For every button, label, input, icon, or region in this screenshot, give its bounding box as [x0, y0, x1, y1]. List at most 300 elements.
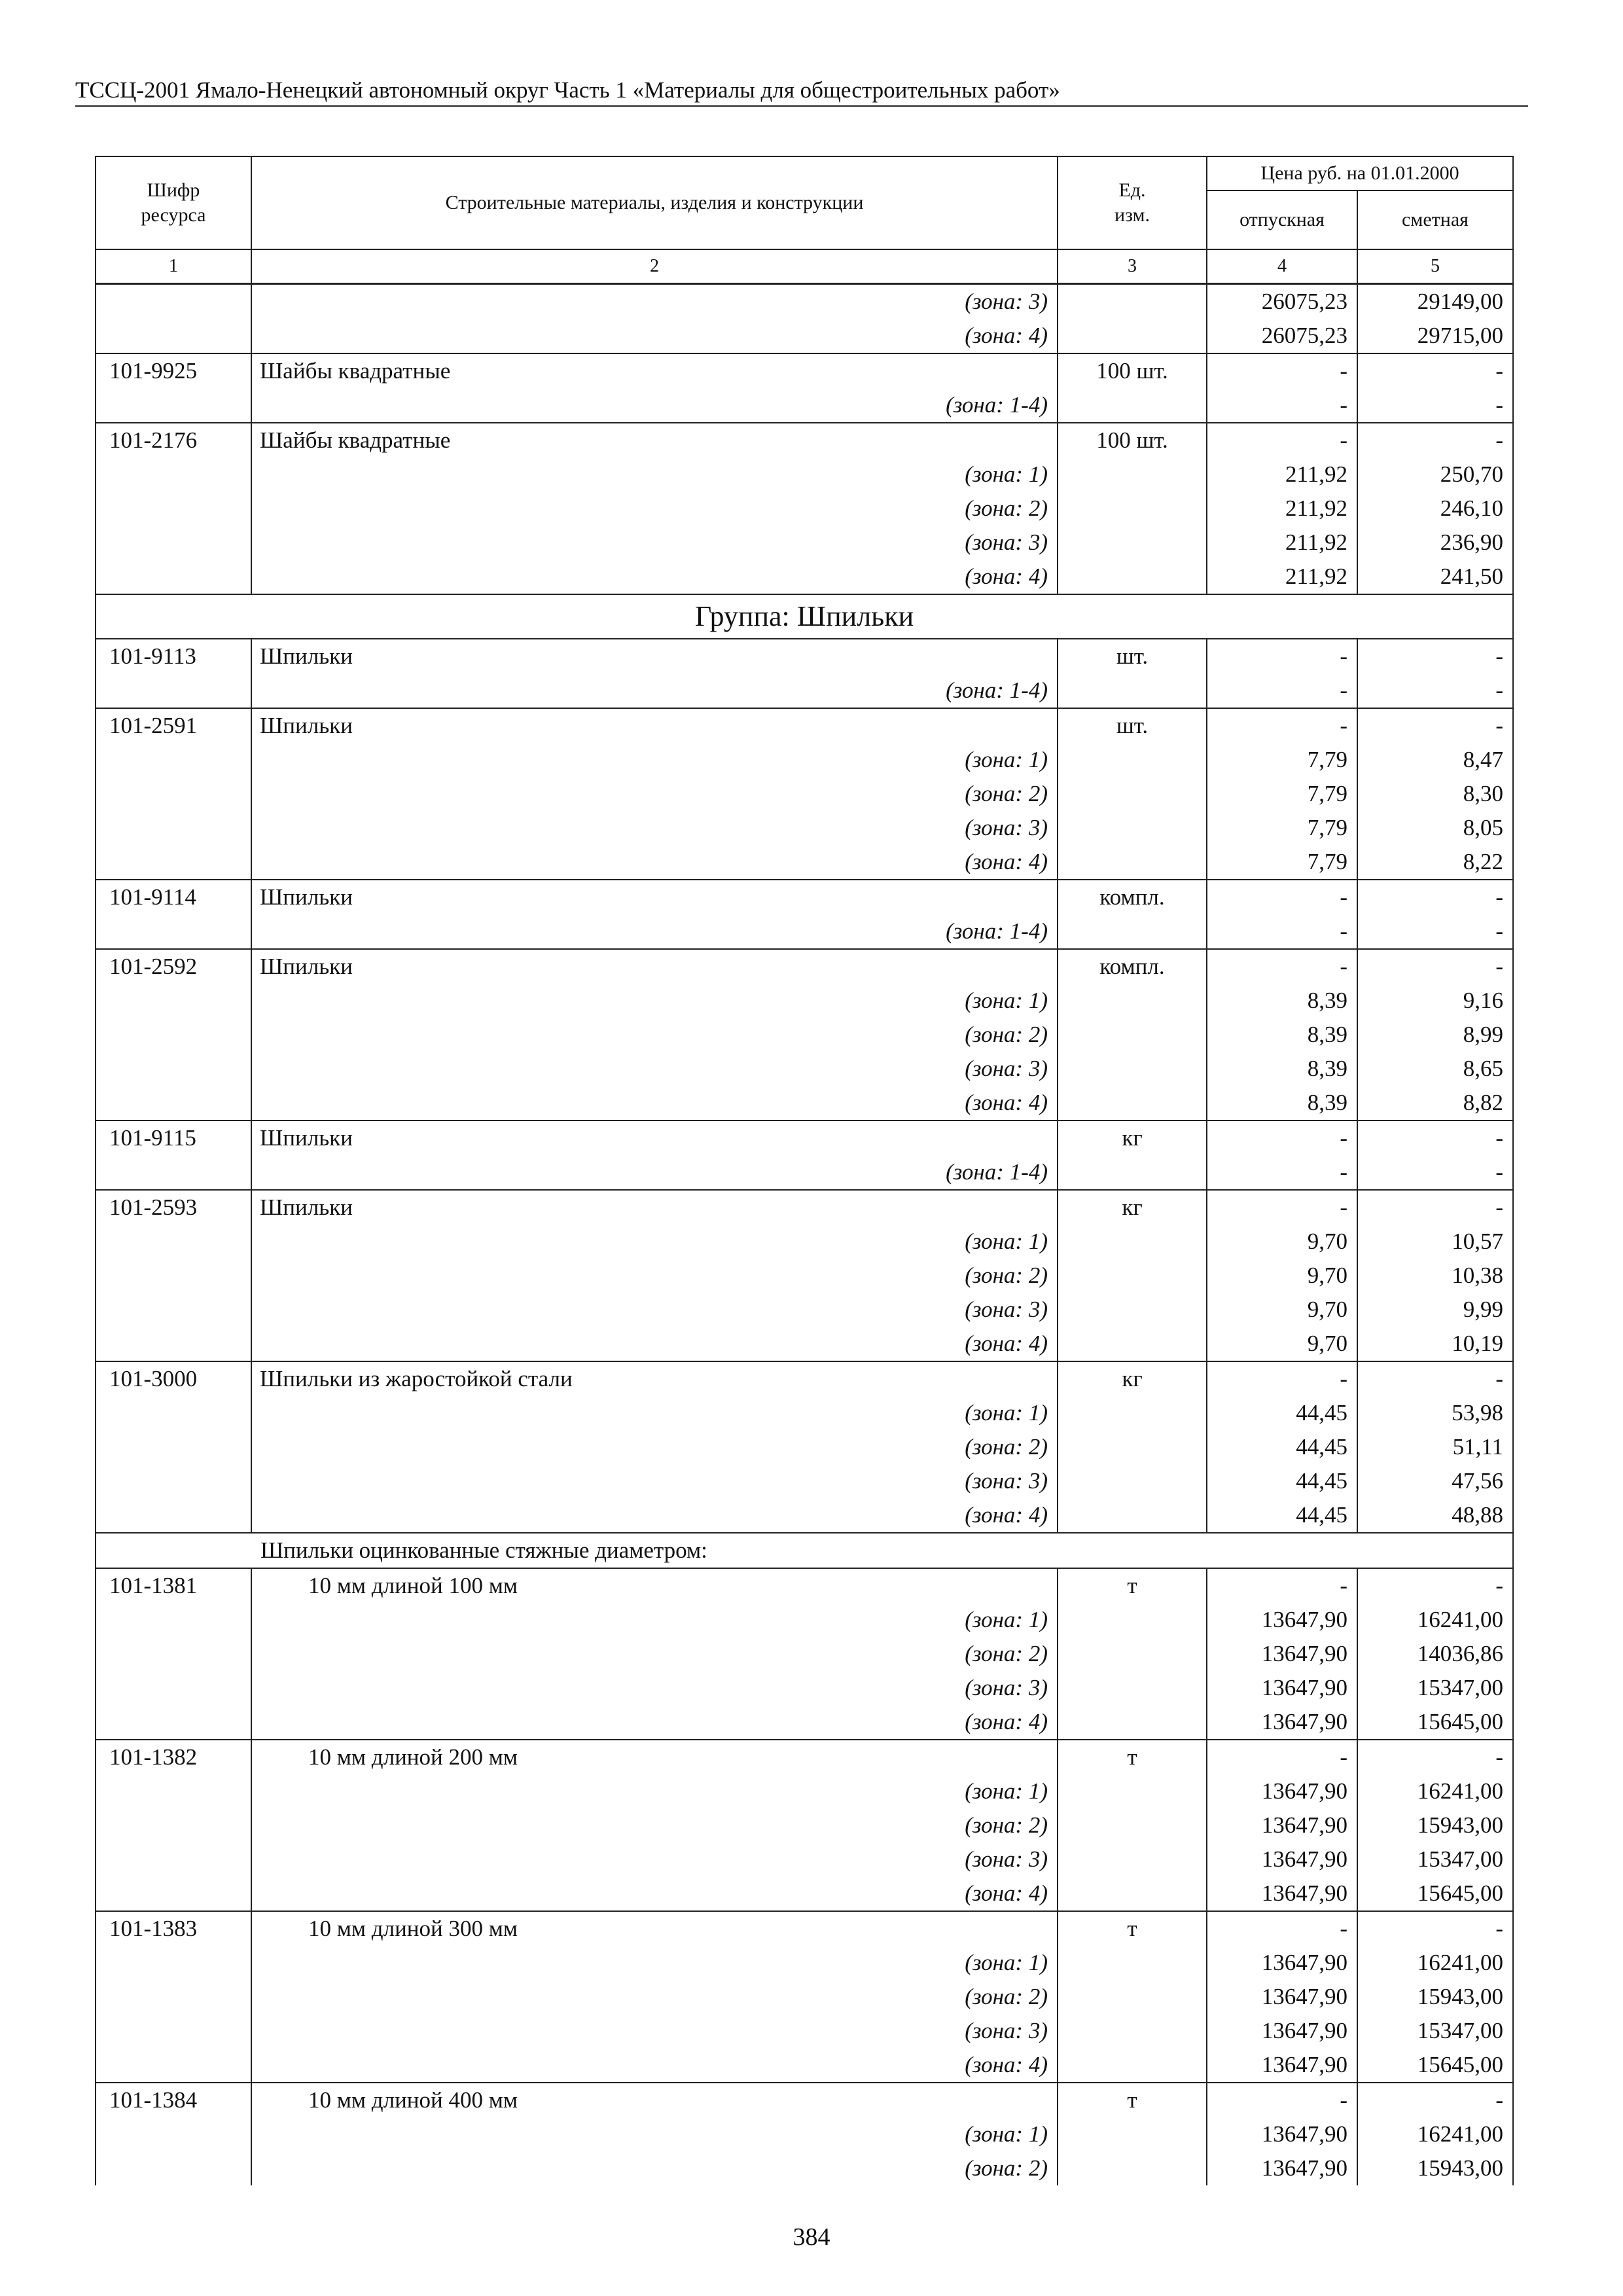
release-price: -	[1207, 1911, 1357, 1946]
release-price: 13647,90	[1207, 1876, 1357, 1911]
estimate-price: 51,11	[1357, 1430, 1513, 1464]
release-price: 44,45	[1207, 1430, 1357, 1464]
release-price: 7,79	[1207, 845, 1357, 880]
material-name: 10 мм длиной 200 мм	[251, 1740, 1058, 1774]
estimate-price: -	[1357, 880, 1513, 914]
header-rule	[75, 105, 1528, 107]
release-price: 13647,90	[1207, 1603, 1357, 1637]
resource-code-empty	[96, 2151, 251, 2185]
unit-empty	[1058, 1876, 1207, 1911]
item-row	[96, 423, 1513, 457]
unit-empty	[1058, 1671, 1207, 1705]
material-name: Шайбы квадратные	[251, 353, 1058, 388]
unit-empty	[1058, 811, 1207, 845]
unit-empty	[1058, 1259, 1207, 1293]
estimate-price: 14036,86	[1357, 1637, 1513, 1671]
estimate-price: -	[1357, 708, 1513, 743]
release-price: 8,39	[1207, 1052, 1357, 1086]
zone-row	[96, 1155, 1513, 1190]
release-price: 13647,90	[1207, 1705, 1357, 1740]
release-price: -	[1207, 639, 1357, 673]
column-header-name: Строительные материалы, изделия и конструкции	[251, 156, 1058, 249]
estimate-price: -	[1357, 1361, 1513, 1396]
resource-code-empty	[96, 743, 251, 777]
item-row	[96, 949, 1513, 984]
release-price: 13647,90	[1207, 1946, 1357, 1980]
column-number-4: 4	[1207, 249, 1357, 284]
resource-code-empty	[96, 319, 251, 353]
estimate-price: -	[1357, 914, 1513, 949]
estimate-price: 16241,00	[1357, 1774, 1513, 1808]
resource-code-empty	[96, 1808, 251, 1842]
zone-label: (зона: 3)	[251, 284, 1058, 319]
zone-label: (зона: 3)	[251, 811, 1058, 845]
resource-code-empty	[96, 1052, 251, 1086]
release-price: 13647,90	[1207, 1671, 1357, 1705]
release-price: -	[1207, 388, 1357, 423]
zone-row	[96, 1293, 1513, 1327]
resource-code-empty	[96, 1980, 251, 2014]
unit-empty	[1058, 2014, 1207, 2048]
release-price: 7,79	[1207, 777, 1357, 811]
table-header	[96, 156, 1513, 284]
zone-row	[96, 2151, 1513, 2185]
zone-label: (зона: 4)	[251, 560, 1058, 594]
release-price: 13647,90	[1207, 2151, 1357, 2185]
unit-empty	[1058, 2151, 1207, 2185]
unit-empty	[1058, 743, 1207, 777]
zone-label: (зона: 1-4)	[251, 1155, 1058, 1190]
item-row	[96, 353, 1513, 388]
zone-label: (зона: 4)	[251, 2048, 1058, 2083]
zone-label: (зона: 3)	[251, 1671, 1058, 1705]
estimate-price: -	[1357, 673, 1513, 708]
zone-label: (зона: 2)	[251, 1980, 1058, 2014]
unit-of-measure: шт.	[1058, 708, 1207, 743]
resource-code: 101-1384	[96, 2083, 251, 2117]
material-name: Шпильки из жаростойкой стали	[251, 1361, 1058, 1396]
zone-label: (зона: 3)	[251, 2014, 1058, 2048]
item-row	[96, 1740, 1513, 1774]
estimate-price: -	[1357, 639, 1513, 673]
resource-code-empty	[96, 2117, 251, 2151]
estimate-price: 8,82	[1357, 1086, 1513, 1121]
material-name: 10 мм длиной 100 мм	[251, 1568, 1058, 1603]
estimate-price: -	[1357, 423, 1513, 457]
estimate-price: 8,05	[1357, 811, 1513, 845]
resource-code-empty	[96, 1293, 251, 1327]
release-price: 13647,90	[1207, 2048, 1357, 2083]
zone-label: (зона: 3)	[251, 526, 1058, 560]
table-body	[96, 284, 1513, 2186]
resource-code-empty	[96, 492, 251, 526]
estimate-price: -	[1357, 2083, 1513, 2117]
zone-row	[96, 492, 1513, 526]
resource-code-empty	[96, 1327, 251, 1361]
unit-empty	[1058, 984, 1207, 1018]
unit-empty	[1058, 2117, 1207, 2151]
zone-row	[96, 1225, 1513, 1259]
release-price: 13647,90	[1207, 2117, 1357, 2151]
zone-row	[96, 1086, 1513, 1121]
estimate-price: 15943,00	[1357, 2151, 1513, 2185]
column-header-code: Шифр ресурса	[96, 156, 251, 249]
resource-code-empty	[96, 1842, 251, 1876]
unit-of-measure: т	[1058, 1568, 1207, 1603]
estimate-price: 10,38	[1357, 1259, 1513, 1293]
unit-empty	[1058, 1052, 1207, 1086]
zone-label: (зона: 2)	[251, 1018, 1058, 1052]
release-price: 44,45	[1207, 1396, 1357, 1430]
unit-of-measure: т	[1058, 1911, 1207, 1946]
release-price: 9,70	[1207, 1327, 1357, 1361]
release-price: -	[1207, 673, 1357, 708]
unit-empty	[1058, 1637, 1207, 1671]
resource-code-empty	[96, 388, 251, 423]
resource-code: 101-2591	[96, 708, 251, 743]
estimate-price: 48,88	[1357, 1498, 1513, 1533]
price-table	[95, 156, 1514, 2185]
zone-row	[96, 1464, 1513, 1498]
zone-row	[96, 1637, 1513, 1671]
release-price: 13647,90	[1207, 1774, 1357, 1808]
release-price: -	[1207, 949, 1357, 984]
zone-label: (зона: 3)	[251, 1842, 1058, 1876]
unit-empty	[1058, 914, 1207, 949]
zone-label: (зона: 4)	[251, 1327, 1058, 1361]
resource-code-empty	[96, 1259, 251, 1293]
unit-empty	[1058, 673, 1207, 708]
zone-label: (зона: 1-4)	[251, 388, 1058, 423]
unit-empty	[1058, 1293, 1207, 1327]
estimate-price: 16241,00	[1357, 2117, 1513, 2151]
column-header-price-group: Цена руб. на 01.01.2000	[1207, 156, 1513, 190]
zone-row	[96, 1774, 1513, 1808]
resource-code-empty	[96, 1637, 251, 1671]
release-price: 211,92	[1207, 526, 1357, 560]
unit-empty	[1058, 457, 1207, 492]
estimate-price: 8,99	[1357, 1018, 1513, 1052]
unit-of-measure: кг	[1058, 1121, 1207, 1155]
estimate-price: -	[1357, 1911, 1513, 1946]
release-price: 211,92	[1207, 560, 1357, 594]
estimate-price: 15645,00	[1357, 1876, 1513, 1911]
zone-label: (зона: 2)	[251, 1808, 1058, 1842]
resource-code-empty	[96, 1464, 251, 1498]
material-name: Шпильки	[251, 949, 1058, 984]
estimate-price: -	[1357, 1121, 1513, 1155]
unit-empty	[1058, 1430, 1207, 1464]
unit-empty	[1058, 1498, 1207, 1533]
zone-row	[96, 319, 1513, 353]
estimate-price: 9,99	[1357, 1293, 1513, 1327]
release-price: -	[1207, 1155, 1357, 1190]
unit-empty	[1058, 1464, 1207, 1498]
zone-row	[96, 2014, 1513, 2048]
item-row	[96, 639, 1513, 673]
column-header-estimate-price: сметная	[1357, 190, 1513, 249]
estimate-price: -	[1357, 1155, 1513, 1190]
resource-code-empty	[96, 1705, 251, 1740]
unit-empty	[1058, 560, 1207, 594]
resource-code: 101-3000	[96, 1361, 251, 1396]
estimate-price: -	[1357, 1190, 1513, 1225]
zone-row	[96, 1842, 1513, 1876]
column-header-release-price: отпускная	[1207, 190, 1357, 249]
zone-row	[96, 1327, 1513, 1361]
resource-code-empty	[96, 526, 251, 560]
zone-label: (зона: 3)	[251, 1052, 1058, 1086]
estimate-price: 29715,00	[1357, 319, 1513, 353]
unit-of-measure: компл.	[1058, 880, 1207, 914]
zone-row	[96, 1705, 1513, 1740]
estimate-price: 15943,00	[1357, 1808, 1513, 1842]
unit-empty	[1058, 388, 1207, 423]
zone-row	[96, 1052, 1513, 1086]
resource-code-empty	[96, 984, 251, 1018]
resource-code-empty	[96, 1671, 251, 1705]
unit-empty	[1058, 845, 1207, 880]
estimate-price: -	[1357, 1568, 1513, 1603]
resource-code-empty	[96, 1876, 251, 1911]
release-price: -	[1207, 1361, 1357, 1396]
material-name: Шпильки	[251, 1190, 1058, 1225]
column-number-5: 5	[1357, 249, 1513, 284]
estimate-price: 15347,00	[1357, 1671, 1513, 1705]
column-number-1: 1	[96, 249, 251, 284]
material-name: 10 мм длиной 400 мм	[251, 2083, 1058, 2117]
release-price: 9,70	[1207, 1259, 1357, 1293]
estimate-price: 15645,00	[1357, 1705, 1513, 1740]
material-name: Шпильки	[251, 880, 1058, 914]
zone-row	[96, 388, 1513, 423]
release-price: -	[1207, 1190, 1357, 1225]
resource-code: 101-9925	[96, 353, 251, 388]
resource-code-empty	[96, 457, 251, 492]
zone-row	[96, 2048, 1513, 2083]
release-price: -	[1207, 1121, 1357, 1155]
estimate-price: 16241,00	[1357, 1603, 1513, 1637]
zone-label: (зона: 4)	[251, 1086, 1058, 1121]
item-row	[96, 708, 1513, 743]
material-name: Шайбы квадратные	[251, 423, 1058, 457]
estimate-price: 10,19	[1357, 1327, 1513, 1361]
zone-row	[96, 1671, 1513, 1705]
zone-label: (зона: 1)	[251, 1225, 1058, 1259]
unit-empty	[1058, 319, 1207, 353]
release-price: 26075,23	[1207, 319, 1357, 353]
resource-code-empty	[96, 1155, 251, 1190]
unit-of-measure: 100 шт.	[1058, 423, 1207, 457]
zone-label: (зона: 1)	[251, 1774, 1058, 1808]
zone-row	[96, 1808, 1513, 1842]
unit-empty	[1058, 1225, 1207, 1259]
estimate-price: 29149,00	[1357, 284, 1513, 319]
unit-of-measure: шт.	[1058, 639, 1207, 673]
zone-label: (зона: 1)	[251, 984, 1058, 1018]
subheading-row	[96, 1533, 1513, 1568]
zone-row	[96, 1018, 1513, 1052]
resource-code: 101-2593	[96, 1190, 251, 1225]
zone-row	[96, 673, 1513, 708]
resource-code: 101-2176	[96, 423, 251, 457]
release-price: 211,92	[1207, 492, 1357, 526]
resource-code-empty	[96, 914, 251, 949]
release-price: -	[1207, 1568, 1357, 1603]
estimate-price: -	[1357, 388, 1513, 423]
zone-label: (зона: 1)	[251, 2117, 1058, 2151]
release-price: 13647,90	[1207, 1842, 1357, 1876]
release-price: 9,70	[1207, 1225, 1357, 1259]
unit-empty	[1058, 1774, 1207, 1808]
resource-code-empty	[96, 1396, 251, 1430]
zone-row	[96, 560, 1513, 594]
resource-code: 101-9115	[96, 1121, 251, 1155]
release-price: 211,92	[1207, 457, 1357, 492]
estimate-price: 10,57	[1357, 1225, 1513, 1259]
column-header-unit: Ед. изм.	[1058, 156, 1207, 249]
unit-of-measure: кг	[1058, 1190, 1207, 1225]
unit-empty	[1058, 1155, 1207, 1190]
unit-empty	[1058, 1603, 1207, 1637]
resource-code-empty	[96, 560, 251, 594]
zone-label: (зона: 1)	[251, 457, 1058, 492]
resource-code-empty	[96, 1225, 251, 1259]
resource-code-empty	[96, 845, 251, 880]
unit-of-measure: т	[1058, 2083, 1207, 2117]
item-row	[96, 1190, 1513, 1225]
zone-label: (зона: 4)	[251, 1498, 1058, 1533]
zone-row	[96, 1498, 1513, 1533]
zone-label: (зона: 4)	[251, 1705, 1058, 1740]
zone-label: (зона: 4)	[251, 1876, 1058, 1911]
zone-row	[96, 777, 1513, 811]
zone-row	[96, 811, 1513, 845]
estimate-price: 8,30	[1357, 777, 1513, 811]
zone-row	[96, 1396, 1513, 1430]
resource-code-empty	[96, 811, 251, 845]
estimate-price: -	[1357, 949, 1513, 984]
release-price: 13647,90	[1207, 1980, 1357, 2014]
item-row	[96, 1911, 1513, 1946]
resource-code-empty	[96, 2014, 251, 2048]
estimate-price: -	[1357, 1740, 1513, 1774]
group-title: Группа: Шпильки	[96, 594, 1513, 639]
resource-code-empty	[96, 1430, 251, 1464]
resource-code: 101-1382	[96, 1740, 251, 1774]
resource-code-empty	[96, 777, 251, 811]
zone-row	[96, 984, 1513, 1018]
material-name: Шпильки	[251, 639, 1058, 673]
unit-of-measure: 100 шт.	[1058, 353, 1207, 388]
material-name: Шпильки	[251, 708, 1058, 743]
subheading-text: Шпильки оцинкованные стяжные диаметром:	[96, 1533, 1513, 1568]
estimate-price: 16241,00	[1357, 1946, 1513, 1980]
zone-label: (зона: 1-4)	[251, 914, 1058, 949]
zone-row	[96, 1430, 1513, 1464]
unit-empty	[1058, 284, 1207, 319]
estimate-price: 9,16	[1357, 984, 1513, 1018]
unit-empty	[1058, 2048, 1207, 2083]
estimate-price: 236,90	[1357, 526, 1513, 560]
release-price: 13647,90	[1207, 1808, 1357, 1842]
zone-label: (зона: 2)	[251, 1259, 1058, 1293]
column-number-3: 3	[1058, 249, 1207, 284]
item-row	[96, 1568, 1513, 1603]
resource-code: 101-9114	[96, 880, 251, 914]
estimate-price: 250,70	[1357, 457, 1513, 492]
release-price: 9,70	[1207, 1293, 1357, 1327]
unit-empty	[1058, 1842, 1207, 1876]
estimate-price: 15645,00	[1357, 2048, 1513, 2083]
zone-row	[96, 845, 1513, 880]
estimate-price: 8,47	[1357, 743, 1513, 777]
unit-empty	[1058, 1705, 1207, 1740]
zone-row	[96, 1980, 1513, 2014]
estimate-price: 8,22	[1357, 845, 1513, 880]
unit-empty	[1058, 1327, 1207, 1361]
resource-code: 101-9113	[96, 639, 251, 673]
estimate-price: 15347,00	[1357, 2014, 1513, 2048]
estimate-price: 53,98	[1357, 1396, 1513, 1430]
zone-label: (зона: 1)	[251, 743, 1058, 777]
release-price: -	[1207, 353, 1357, 388]
material-name: 10 мм длиной 300 мм	[251, 1911, 1058, 1946]
item-row	[96, 2083, 1513, 2117]
release-price: -	[1207, 880, 1357, 914]
resource-code: 101-1381	[96, 1568, 251, 1603]
zone-row	[96, 914, 1513, 949]
release-price: 7,79	[1207, 743, 1357, 777]
zone-label: (зона: 2)	[251, 1430, 1058, 1464]
zone-label: (зона: 1)	[251, 1396, 1058, 1430]
item-row	[96, 1361, 1513, 1396]
unit-empty	[1058, 777, 1207, 811]
zone-row	[96, 1259, 1513, 1293]
resource-code-empty	[96, 1774, 251, 1808]
zone-label: (зона: 3)	[251, 1293, 1058, 1327]
unit-empty	[1058, 526, 1207, 560]
zone-label: (зона: 1)	[251, 1946, 1058, 1980]
estimate-price: 246,10	[1357, 492, 1513, 526]
estimate-price: 241,50	[1357, 560, 1513, 594]
estimate-price: 8,65	[1357, 1052, 1513, 1086]
unit-empty	[1058, 1086, 1207, 1121]
resource-code-empty	[96, 2048, 251, 2083]
unit-of-measure: компл.	[1058, 949, 1207, 984]
estimate-price: 47,56	[1357, 1464, 1513, 1498]
release-price: -	[1207, 2083, 1357, 2117]
zone-row	[96, 526, 1513, 560]
column-number-2: 2	[251, 249, 1058, 284]
item-row	[96, 880, 1513, 914]
release-price: 13647,90	[1207, 2014, 1357, 2048]
document-header: ТССЦ-2001 Ямало-Ненецкий автономный округ Часть 1 «Материалы для общестроительных работ»	[75, 77, 1060, 103]
zone-label: (зона: 3)	[251, 1464, 1058, 1498]
release-price: 44,45	[1207, 1498, 1357, 1533]
resource-code: 101-2592	[96, 949, 251, 984]
release-price: 7,79	[1207, 811, 1357, 845]
release-price: -	[1207, 423, 1357, 457]
zone-row	[96, 284, 1513, 319]
resource-code: 101-1383	[96, 1911, 251, 1946]
unit-of-measure: кг	[1058, 1361, 1207, 1396]
zone-label: (зона: 2)	[251, 777, 1058, 811]
zone-label: (зона: 2)	[251, 1637, 1058, 1671]
zone-label: (зона: 2)	[251, 492, 1058, 526]
zone-row	[96, 457, 1513, 492]
release-price: 8,39	[1207, 1086, 1357, 1121]
